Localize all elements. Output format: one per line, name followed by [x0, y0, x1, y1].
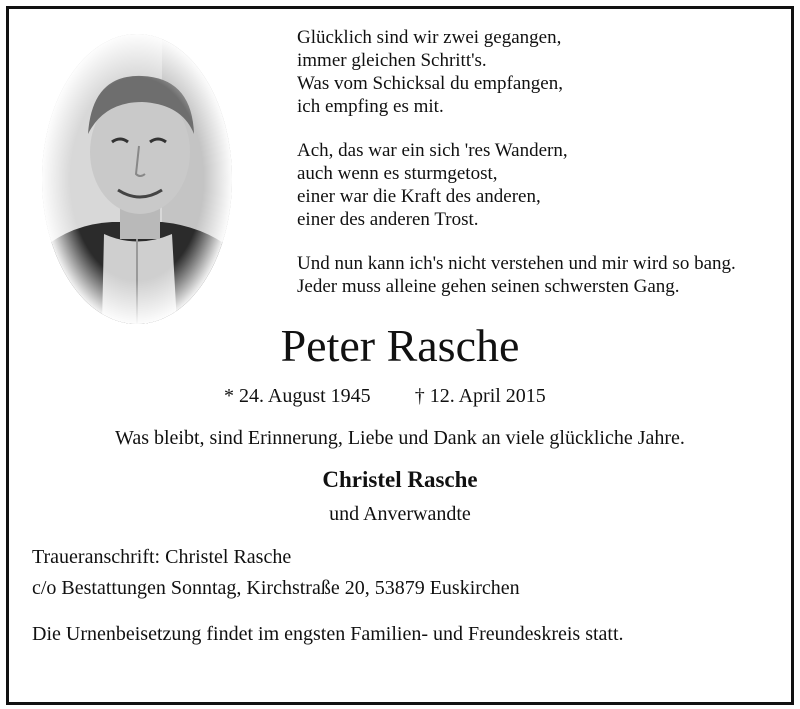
thanks-line: Was bleibt, sind Erinnerung, Liebe und Dank an viele glückliche Jahre. — [115, 427, 685, 449]
deceased-name — [0, 318, 800, 374]
poem-line: Jeder muss alleine gehen seinen schwersten Gang. — [297, 276, 680, 297]
address-line-2: c/o Bestattungen Sonntag, Kirchstraße 20, 53879 Euskirchen — [32, 577, 520, 599]
mourner-relatives: und Anverwandte — [329, 503, 471, 525]
condolence-address — [32, 542, 520, 604]
death-date: † 12. April 2015 — [414, 385, 546, 407]
poem-line: Glücklich sind wir zwei gegangen, — [297, 27, 562, 48]
poem-line: auch wenn es sturmgetost, — [297, 163, 498, 184]
poem — [297, 26, 777, 319]
address-line-1: Traueranschrift: Christel Rasche — [32, 546, 292, 568]
poem-stanza-2 — [297, 139, 777, 231]
birth-date: * 24. August 1945 — [224, 385, 371, 407]
poem-line: immer gleichen Schritt's. — [297, 50, 487, 71]
mourner-name: Christel Rasche — [322, 467, 478, 492]
life-dates — [224, 384, 546, 408]
poem-stanza-1 — [297, 26, 777, 118]
deceased-name-text: Peter Rasche — [280, 320, 520, 371]
portrait-photo — [42, 34, 232, 324]
poem-line: Ach, das war ein sich 'res Wandern, — [297, 140, 568, 161]
poem-line: ich empfing es mit. — [297, 96, 444, 117]
poem-line: Und nun kann ich's nicht verstehen und mir wird so bang. — [297, 253, 736, 274]
poem-line: einer war die Kraft des anderen, — [297, 186, 541, 207]
poem-stanza-3 — [297, 252, 777, 298]
burial-notice: Die Urnenbeisetzung findet im engsten Familien- und Freundeskreis statt. — [32, 623, 624, 645]
poem-line: einer des anderen Trost. — [297, 209, 479, 230]
portrait-illustration — [42, 34, 232, 324]
poem-line: Was vom Schicksal du empfangen, — [297, 73, 563, 94]
